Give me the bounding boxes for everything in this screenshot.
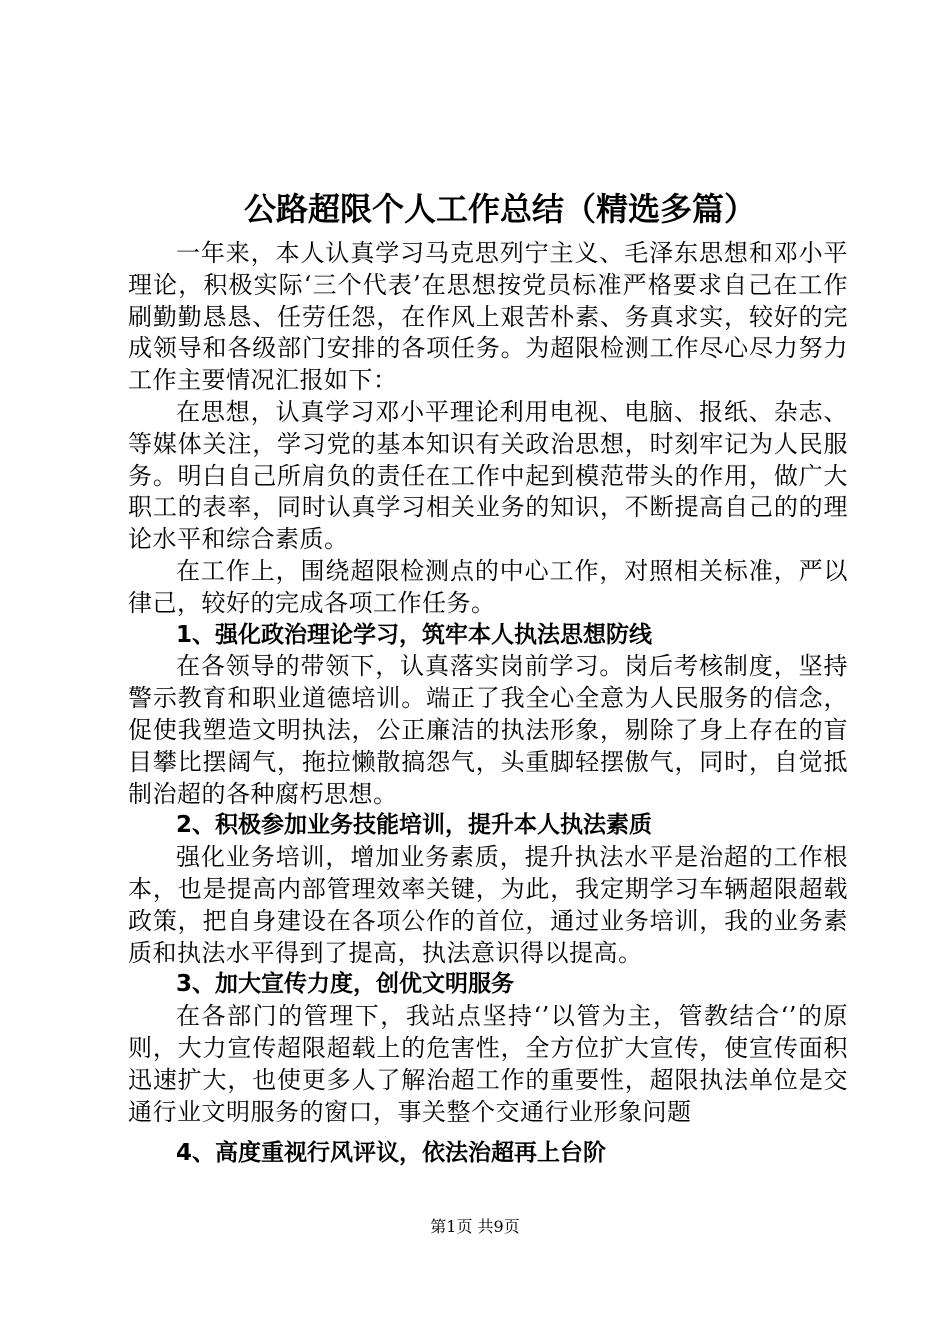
section-body-3: 在各部门的管理下，我站点坚持‘’以管为主，管教结合‘’的原则，大力宣传超限超载上的危害性，全方位扩大宣传，使宣传面积迅速扩大，也使更多人了解治超工作的重要性，超限执法单位是交通行业文明服务的窗口，事关整个交通行业形象问题 xyxy=(128,1002,848,1126)
document-page xyxy=(128,180,848,1170)
section-heading-4: 4、高度重视行风评议，依法治超再上台阶 xyxy=(176,1140,607,1167)
page-footer: 第1页 共9页 xyxy=(430,1217,520,1236)
section-body-1: 在各领导的带领下，认真落实岗前学习。岗后考核制度，坚持警示教育和职业道德培训。端正了我全心全意为人民服务的信念，促使我塑造文明执法，公正廉洁的执法形象，剔除了身上存在的盲目攀比摆阔气，拖拉懒散搞怨气，头重脚轻摆傲气，同时，自觉抵制治超的各种腐朽思想。 xyxy=(128,652,848,808)
thought-paragraph: 在思想，认真学习邓小平理论利用电视、电脑、报纸、杂志、等媒体关注，学习党的基本知识有关政治思想，时刻牢记为人民服务。明白自己所肩负的责任在工作中起到模范带头的作用，做广大职工的表率，同时认真学习相关业务的知识，不断提高自己的的理论水平和综合素质。 xyxy=(128,397,848,554)
section-heading-3: 3、加大宣传力度，创优文明服务 xyxy=(176,971,515,998)
section-body-2: 强化业务培训，增加业务素质，提升执法水平是治超的工作根本，也是提高内部管理效率关键，为此，我定期学习车辆超限超载政策，把自身建设在各项公作的首位，通过业务培训，我的业务素质和执法水平得到了提高，执法意识得以提高。 xyxy=(128,843,848,967)
document-title: 公路超限个人工作总结（精选多篇） xyxy=(243,190,756,228)
section-heading-2: 2、积极参加业务技能培训，提升本人执法素质 xyxy=(176,812,653,839)
section-heading-1: 1、强化政治理论学习，筑牢本人执法思想防线 xyxy=(176,621,653,648)
intro-paragraph: 一年来，本人认真学习马克思列宁主义、毛泽东思想和邓小平理论，积极实际‘三个代表’在思想按党员标准严格要求自己在工作刷勤勤恳恳、任劳任怨，在作风上艰苦朴素、务真求实，较好的完成领导和各级部门安排的各项任务。为超限检测工作尽心尽力努力工作主要情况汇报如下： xyxy=(128,239,848,395)
work-paragraph: 在工作上，围绕超限检测点的中心工作，对照相关标准，严以律己，较好的完成各项工作任务。 xyxy=(128,556,848,617)
